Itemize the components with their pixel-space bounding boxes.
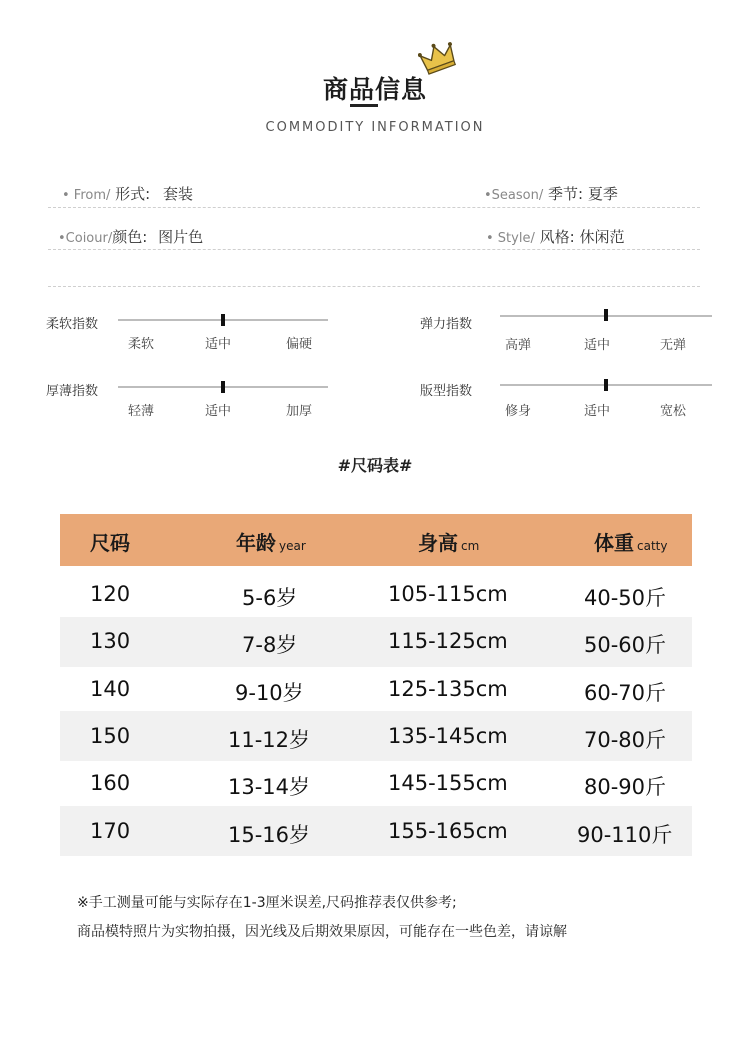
info-style-en: • Style/ [486,231,535,246]
cell-height: 125-135cm [388,677,508,701]
index-level-marker [604,309,608,321]
cell-height: 115-125cm [388,629,508,653]
measurement-note: ※手工测量可能与实际存在1-3厘米误差,尺码推荐表仅供参考; [77,895,457,911]
index-label: 弹力指数 [420,317,473,332]
info-from [62,183,193,204]
scale-label: 轻薄 [128,404,155,419]
cell-height: 135-145cm [388,724,508,748]
scale-label: 加厚 [286,404,313,419]
scale-label: 适中 [584,338,611,353]
header-height-label: 身高 [418,531,458,555]
cell-weight: 70-80斤 [584,728,667,752]
index-level-marker [221,314,225,326]
info-colour-value: 图片色 [158,228,204,246]
scale-label: 柔软 [128,337,155,352]
scale-label: 适中 [205,337,232,352]
cell-height: 145-155cm [388,771,508,795]
index-label: 版型指数 [420,384,473,399]
info-style-value: 休闲范 [579,228,625,246]
title-underline [350,104,378,107]
info-colour-label: 颜色: [112,228,148,246]
header-size [90,527,130,556]
cell-weight: 80-90斤 [584,775,667,799]
index-level-marker [604,379,608,391]
cell-weight: 50-60斤 [584,633,667,657]
index-label: 柔软指数 [46,317,99,332]
header-weight-unit: catty [637,539,668,553]
crown-icon [418,40,458,76]
scale-label: 偏硬 [286,337,313,352]
info-season-label: 季节: [548,185,584,203]
cell-size: 170 [90,819,131,843]
color-difference-note: 商品模特照片为实物拍摄，因光线及后期效果原因，可能存在一些色差，请谅解 [77,924,567,940]
scale-label: 高弹 [505,338,532,353]
header-weight-label: 体重 [594,531,634,555]
size-table-title: #尺码表# [337,456,413,475]
cell-size: 120 [90,582,131,606]
info-from-label: 形式: [115,185,151,203]
cell-weight: 60-70斤 [584,681,667,705]
header-height-unit: cm [461,539,480,553]
divider [48,207,700,208]
cell-size: 130 [90,629,131,653]
index-level-marker [221,381,225,393]
cell-size: 140 [90,677,131,701]
header-size-label: 尺码 [90,531,130,555]
info-style-label: 风格: [539,228,575,246]
info-colour [58,226,203,247]
cell-age: 9-10岁 [235,681,304,705]
cell-size: 160 [90,771,131,795]
info-from-value: 套装 [163,185,194,203]
divider [48,249,700,250]
cell-age: 5-6岁 [242,586,298,610]
cell-size: 150 [90,724,131,748]
scale-label: 修身 [505,404,532,419]
info-season-value: 夏季 [587,185,618,203]
cell-weight: 90-110斤 [577,823,673,847]
cell-height: 155-165cm [388,819,508,843]
header-weight [594,527,667,556]
scale-label: 适中 [584,404,611,419]
cell-weight: 40-50斤 [584,586,667,610]
info-from-en: • From/ [62,188,111,203]
cell-age: 11-12岁 [228,728,311,752]
info-season-en: •Season/ [484,188,544,203]
info-season [484,183,618,204]
page-title: 商品信息 [322,75,427,104]
index-label: 厚薄指数 [46,384,99,399]
cell-height: 105-115cm [388,582,508,606]
header-height [418,527,479,556]
header-age [236,527,306,556]
header-age-label: 年龄 [236,531,276,555]
scale-label: 宽松 [660,404,687,419]
cell-age: 13-14岁 [228,775,311,799]
info-style [486,226,624,247]
cell-age: 15-16岁 [228,823,311,847]
header-age-unit: year [279,539,306,553]
cell-age: 7-8岁 [242,633,298,657]
scale-label: 无弹 [660,338,687,353]
scale-label: 适中 [205,404,232,419]
info-colour-en: •Coiour/ [58,231,113,246]
divider [48,286,700,287]
page-subtitle: COMMODITY INFORMATION [265,120,485,135]
